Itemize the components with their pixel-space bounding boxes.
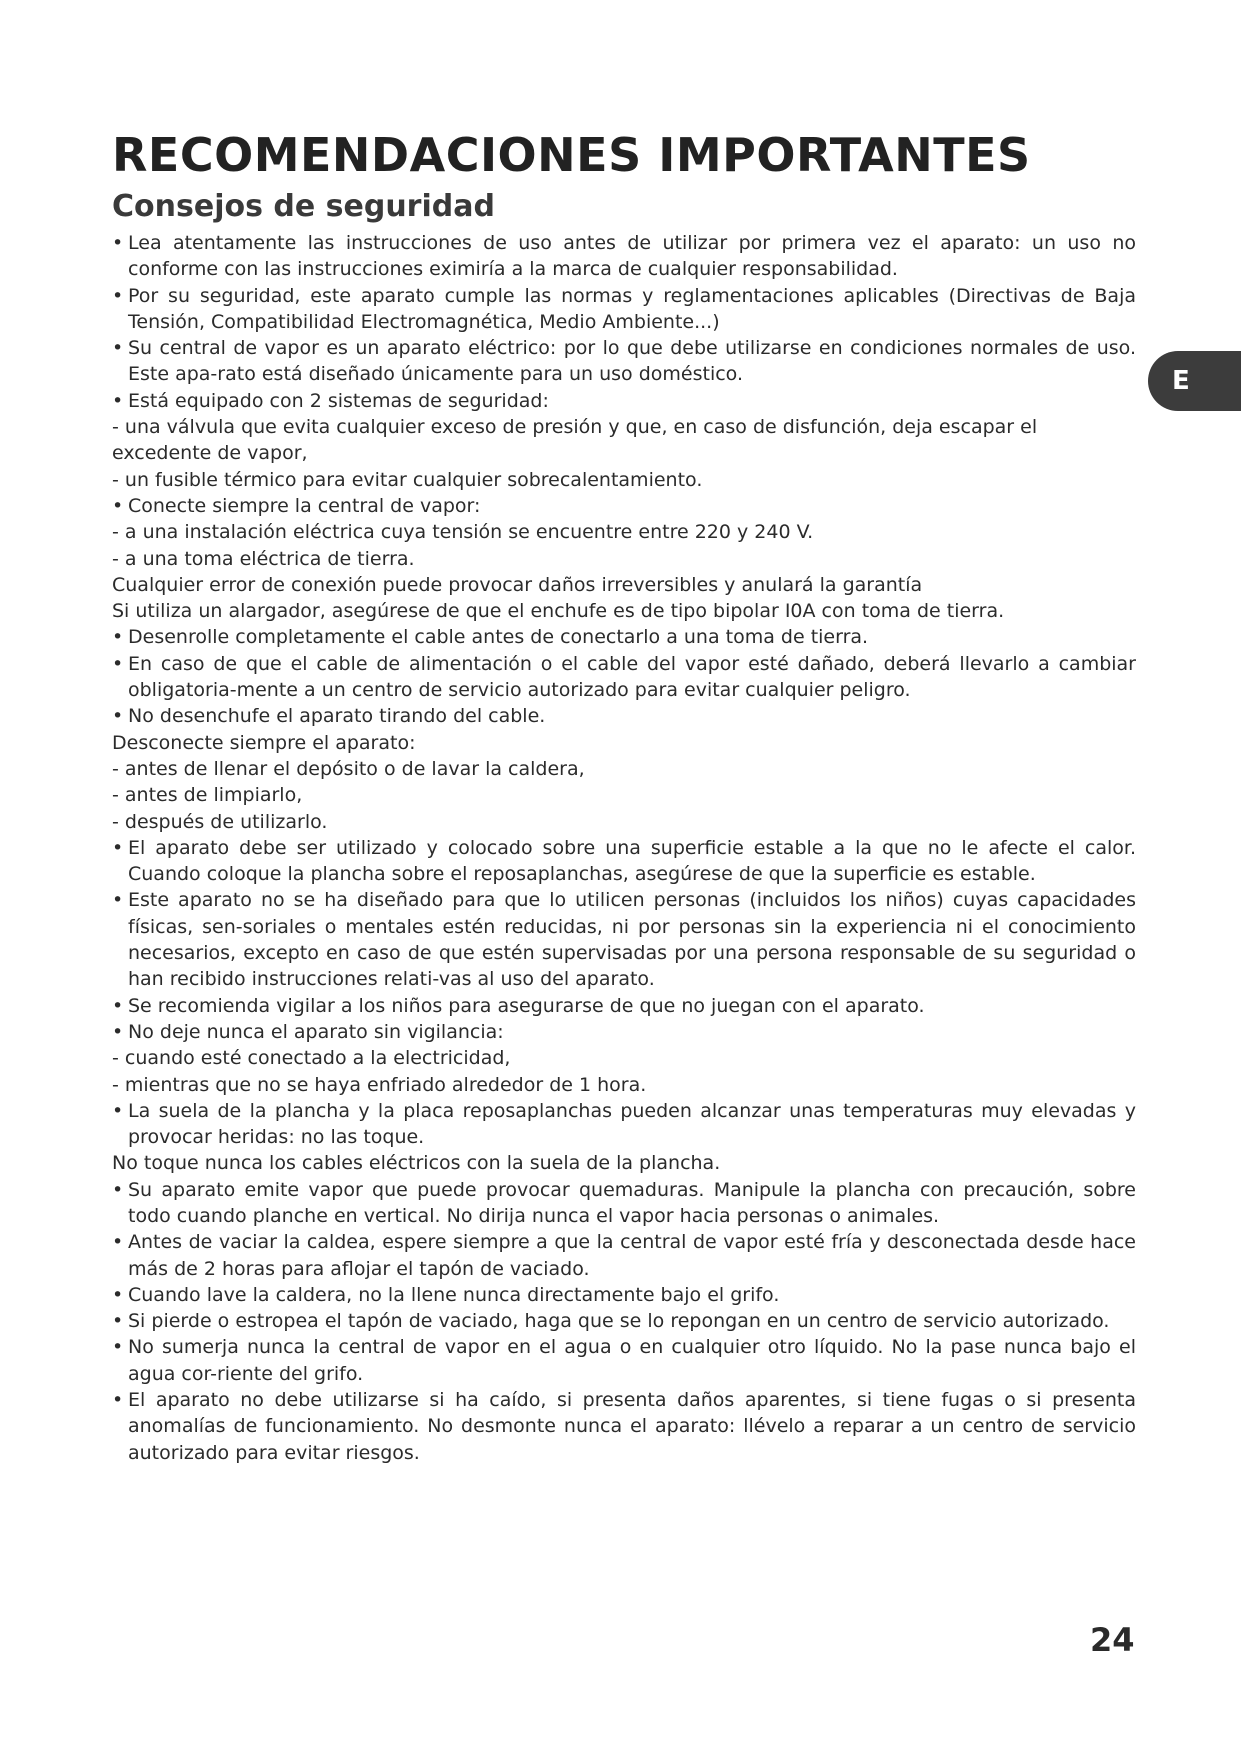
- bullet-item: • En caso de que el cable de alimentación o el cable del vapor esté dañado, deberá llevarlo a cambiar obligatoria-mente a un centro de servicio autorizado para evitar cualquier peligro.: [112, 651, 1136, 704]
- bullet-item: • Su central de vapor es un aparato eléctrico: por lo que debe utilizarse en condiciones normales de uso. Este apa-rato está diseñado únicamente para un uso doméstico.: [112, 335, 1136, 388]
- bullet-item: • Se recomienda vigilar a los niños para asegurarse de que no juegan con el aparato.: [112, 993, 1136, 1019]
- language-tab-label: E: [1172, 366, 1190, 396]
- bullet-item: • No desenchufe el aparato tirando del cable.: [112, 703, 1136, 729]
- bullet-item: • Cuando lave la caldera, no la llene nunca directamente bajo el grifo.: [112, 1282, 1136, 1308]
- dash-item: - una válvula que evita cualquier exceso de presión y que, en caso de disfunción, deja escapar el excedente de vapor,: [112, 416, 1038, 465]
- dash-item: - un fusible térmico para evitar cualquier sobrecalentamiento.: [112, 468, 703, 491]
- dash-item: - cuando esté conectado a la electricidad,: [112, 1047, 511, 1070]
- bullet-item: • No sumerja nunca la central de vapor en el agua o en cualquier otro líquido. No la pase nunca bajo el agua cor-riente del grifo.: [112, 1334, 1136, 1387]
- bullet-item: • Antes de vaciar la caldea, espere siempre a que la central de vapor esté fría y desconectada desde hace más de 2 horas para aflojar el tapón de vaciado.: [112, 1229, 1136, 1282]
- dash-item: - después de utilizarlo.: [112, 810, 328, 833]
- plain-text: Desconecte siempre el aparato:: [112, 731, 416, 754]
- bullet-item: • Este aparato no se ha diseñado para que lo utilicen personas (incluidos los niños) cuyas capacidades físicas, sen-soriales o mentales estén reducidas, ni por personas sin la experiencia ni el conocimiento necesarios, excepto en caso de que estén supervisadas por una persona responsable de su seguridad o han recibido instrucciones relati-vas al uso del aparato.: [112, 887, 1136, 992]
- bullet-item: • Por su seguridad, este aparato cumple las normas y reglamentaciones aplicables (Directivas de Baja Tensión, Compatibilidad Electromagnética, Medio Ambiente...): [112, 283, 1136, 336]
- bullet-item: • El aparato debe ser utilizado y colocado sobre una superficie estable a la que no le afecte el calor. Cuando coloque la plancha sobre el reposaplanchas, asegúrese de que la superficie es estable.: [112, 835, 1136, 888]
- dash-item: - a una instalación eléctrica cuya tensión se encuentre entre 220 y 240 V.: [112, 521, 814, 544]
- bullet-item: • Está equipado con 2 sistemas de seguridad:: [112, 388, 1136, 414]
- page-number: 24: [1090, 1621, 1135, 1659]
- safety-instructions: [112, 230, 1136, 1466]
- plain-text: No toque nunca los cables eléctricos con la suela de la plancha.: [112, 1152, 721, 1175]
- bullet-item: • Desenrolle completamente el cable antes de conectarlo a una toma de tierra.: [112, 624, 1136, 650]
- dash-item: - antes de llenar el depósito o de lavar la caldera,: [112, 757, 585, 780]
- page-title: RECOMENDACIONES IMPORTANTES: [112, 128, 1031, 182]
- plain-text: Si utiliza un alargador, asegúrese de que el enchufe es de tipo bipolar I0A con toma de tierra.: [112, 600, 1005, 623]
- dash-item: - mientras que no se haya enfriado alrededor de 1 hora.: [112, 1073, 647, 1096]
- bullet-item: • Su aparato emite vapor que puede provocar quemaduras. Manipule la plancha con precaución, sobre todo cuando planche en vertical. No dirija nunca el vapor hacia personas o animales.: [112, 1177, 1136, 1230]
- language-tab: [1148, 351, 1241, 411]
- section-heading: Consejos de seguridad: [112, 189, 495, 224]
- bullet-item: • Conecte siempre la central de vapor:: [112, 493, 1136, 519]
- bullet-item: • La suela de la plancha y la placa reposaplanchas pueden alcanzar unas temperaturas muy elevadas y provocar heridas: no las toque.: [112, 1098, 1136, 1151]
- bullet-item: • El aparato no debe utilizarse si ha caído, si presenta daños aparentes, si tiene fugas o si presenta anomalías de funcionamiento. No desmonte nunca el aparato: llévelo a reparar a un centro de servicio autorizado para evitar riesgos.: [112, 1387, 1136, 1466]
- bullet-item: • No deje nunca el aparato sin vigilancia:: [112, 1019, 1136, 1045]
- dash-item: - antes de limpiarlo,: [112, 784, 303, 807]
- plain-text: Cualquier error de conexión puede provocar daños irreversibles y anulará la garantía: [112, 573, 923, 596]
- dash-item: - a una toma eléctrica de tierra.: [112, 547, 415, 570]
- bullet-item: • Lea atentamente las instrucciones de uso antes de utilizar por primera vez el aparato: un uso no conforme con las instrucciones eximiría a la marca de cualquier responsabilidad.: [112, 230, 1136, 283]
- bullet-item: • Si pierde o estropea el tapón de vaciado, haga que se lo repongan en un centro de servicio autorizado.: [112, 1308, 1136, 1334]
